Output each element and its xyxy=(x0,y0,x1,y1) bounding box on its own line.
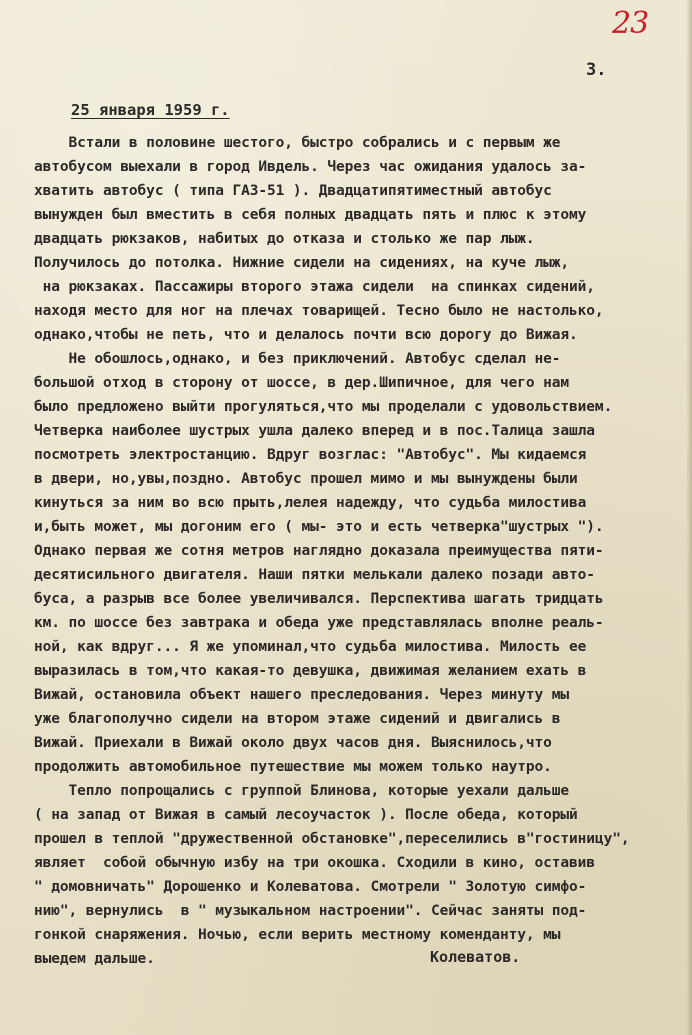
text-line: кинуться за ним во всю прыть,лелея надежду, что судьба милостива xyxy=(34,495,587,511)
text-line: находя место для ног на плечах товарищей. Тесно было не настолько, xyxy=(34,303,604,319)
text-line: вынужден был вместить в себя полных двадцать пять и плюс к этому xyxy=(34,207,587,223)
text-line: Вижай, остановила объект нашего преследования. Через минуту мы xyxy=(34,687,570,703)
text-line: ( на запад от Вижая в самый лесоучасток ). После обеда, который xyxy=(34,807,578,823)
text-line: посмотреть электростанцию. Вдруг возглас: "Автобус". Мы кидаемся xyxy=(34,447,587,463)
text-line: выедем дальше. xyxy=(34,951,155,967)
text-line: прошел в теплой "дружественной обстановке",переселились в"гостиницу", xyxy=(34,831,630,847)
text-line: выразилась в том,что какая-то девушка, движимая желанием ехать в xyxy=(34,663,587,679)
text-line: ной, как вдруг... Я же упоминал,что судьба милостива. Милость ее xyxy=(34,639,587,655)
text-line: автобусом выехали в город Ивдель. Через час ожидания удалось за- xyxy=(34,159,587,175)
text-line: и,быть может, мы догоним его ( мы- это и есть четверка"шустрых "). xyxy=(34,519,604,535)
text-line: Вижай. Приехали в Вижай около двух часов дня. Выяснилось,что xyxy=(34,735,552,751)
text-line: уже благополучно сидели на втором этаже сидений и двигались в xyxy=(34,711,561,727)
page-number: 3. xyxy=(586,60,607,80)
text-line: было предложено выйти прогуляться,что мы проделали с удовольствием. xyxy=(34,399,613,415)
text-line: буса, а разрыв все более увеличивался. Перспектива шагать тридцать xyxy=(34,591,604,607)
date-heading: 25 января 1959 г. xyxy=(71,101,230,119)
text-line: Тепло попрощались с группой Блинова, которые уехали дальше xyxy=(34,783,570,799)
text-line: нию", вернулись в " музыкальном настроении". Сейчас заняты под- xyxy=(34,903,587,919)
text-line: являет собой обычную избу на три окошка. Сходили в кино, оставив xyxy=(34,855,595,871)
text-line: на рюкзаках. Пассажиры второго этажа сидели на спинках сидений, xyxy=(34,279,595,295)
text-line: двадцать рюкзаков, набитых до отказа и столько же пар лыж. xyxy=(34,231,535,247)
text-line: Четверка наиболее шустрых ушла далеко вперед и в пос.Талица зашла xyxy=(34,423,595,439)
text-line: Встали в половине шестого, быстро собрались и с первым же xyxy=(34,135,561,151)
text-line: Однако первая же сотня метров наглядно доказала преимущества пяти- xyxy=(34,543,604,559)
archive-page-number: 23 xyxy=(612,6,649,41)
text-line: км. по шоссе без завтрака и обеда уже представлялась вполне реаль- xyxy=(34,615,604,631)
text-line: Не обошлось,однако, и без приключений. Автобус сделал не- xyxy=(34,351,561,367)
page-edge-shadow xyxy=(686,0,692,1035)
text-line: Получилось до потолка. Нижние сидели на сидениях, на куче лыж, xyxy=(34,255,570,271)
signature: Колеватов. xyxy=(430,948,521,966)
text-line: продолжить автомобильное путешествие мы можем только наутро. xyxy=(34,759,552,775)
text-line: большой отход в сторону от шоссе, в дер.Шипичное, для чего нам xyxy=(34,375,570,391)
text-line: в двери, но,увы,поздно. Автобус прошел мимо и мы вынуждены были xyxy=(34,471,578,487)
text-line: однако,чтобы не петь, что и делалось почти всю дорогу до Вижая. xyxy=(34,327,578,343)
text-line: хватить автобус ( типа ГАЗ-51 ). Двадцатипятиместный автобус xyxy=(34,183,552,199)
text-line: гонкой снаряжения. Ночью, если верить местному коменданту, мы xyxy=(34,927,561,943)
text-line: десятисильного двигателя. Наши пятки мелькали далеко позади авто- xyxy=(34,567,595,583)
text-line: " домовничать" Дорошенко и Колеватова. Смотрели " Золотую симфо- xyxy=(34,879,587,895)
